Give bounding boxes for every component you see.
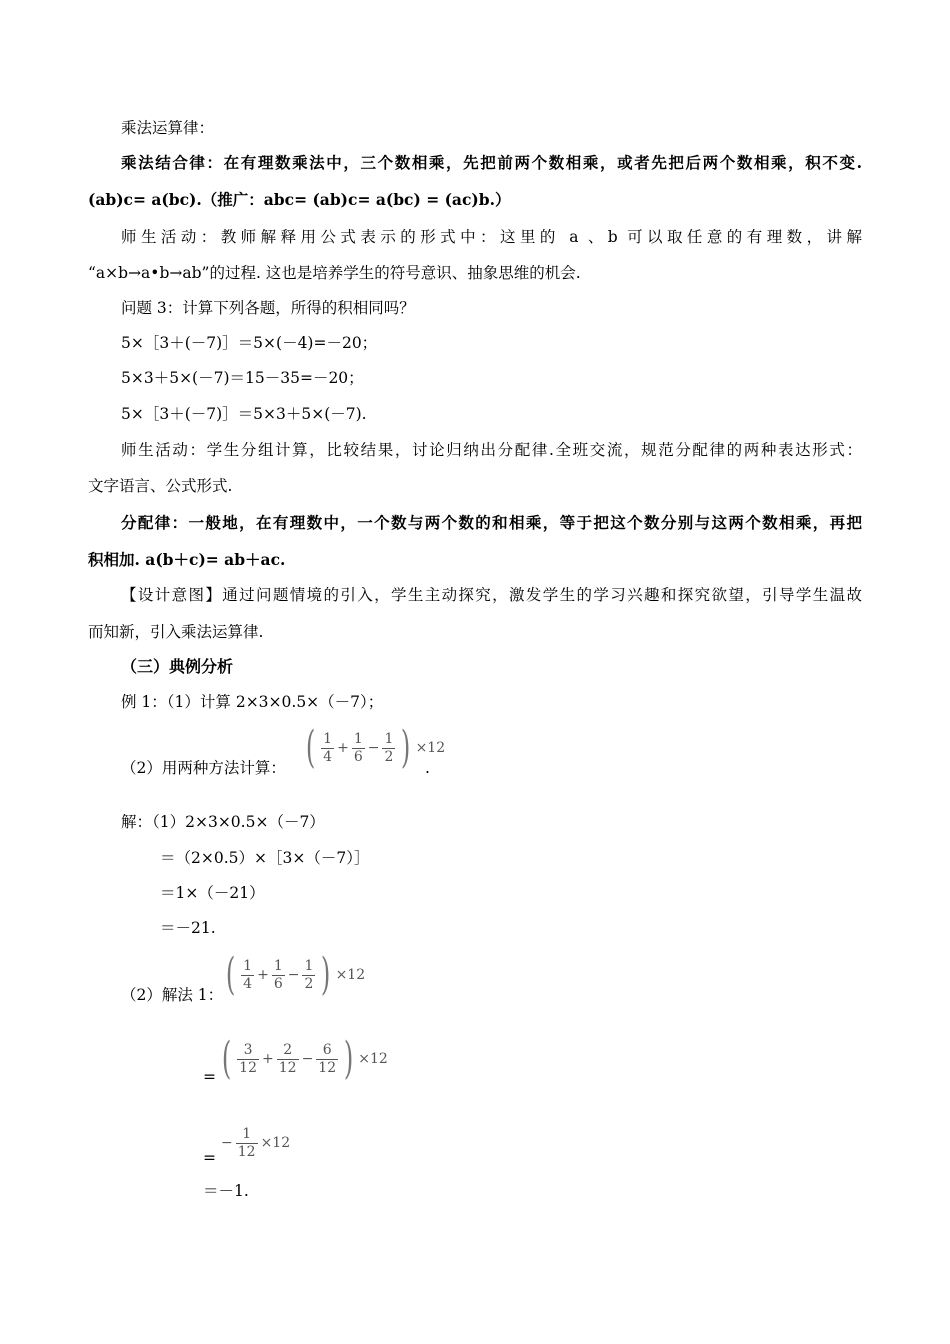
fraction: $\frac{1}{2}$ <box>384 730 394 765</box>
example1-period: . <box>425 759 430 777</box>
section-label-mult-laws: 乘法运算律： <box>121 119 215 137</box>
times-twelve: ×12 <box>358 1051 388 1067</box>
left-paren: ( <box>225 949 236 1000</box>
example1-part2: （2）用两种方法计算： <box>121 759 286 777</box>
solution-line-2: ＝（2×0.5）×［3×（－7）］ <box>160 849 370 867</box>
minus-sign: − <box>301 1051 314 1067</box>
assoc-law-line-2: (ab)c= a(bc).（推广：abc= (ab)c= a(bc) = (ac)b.） <box>88 190 511 209</box>
question3-line-3: 5×［3＋(－7)］＝5×3＋5×(－7). <box>121 405 367 423</box>
equals-sign-1: = <box>203 1068 216 1086</box>
left-paren: ( <box>221 1033 232 1084</box>
minus-sign: − <box>221 1135 233 1151</box>
example1-part1: 例 1：（1）计算 2×3×0.5×（－7）； <box>121 693 384 711</box>
times-twelve: ×12 <box>260 1135 291 1151</box>
activity2-line-1: 师生活动：学生分组计算，比较结果，讨论归纳出分配律.全班交流，规范分配律的两种表达形式： <box>121 441 862 459</box>
times-twelve: ×12 <box>335 967 366 983</box>
plus-sign: + <box>257 967 269 983</box>
design-intent-line-1: 【设计意图】通过问题情境的引入，学生主动探究，激发学生的学习兴趣和探究欲望，引导学生温故 <box>121 586 862 604</box>
question3-line-1: 5×［3＋(－7)］＝5×(－4)=－20； <box>121 334 378 352</box>
question3-title: 问题 3：计算下列各题，所得的积相同吗？ <box>121 299 415 317</box>
minus-sign: − <box>287 967 300 983</box>
activity1-line-1: 师生活动：教师解释用公式表示的形式中：这里的 a 、b 可以取任意的有理数，讲解 <box>121 228 862 246</box>
solution2-formula-1 <box>222 950 366 1000</box>
fraction: $\frac{1}{4}$ <box>323 730 333 765</box>
question3-line-2: 5×3＋5×(－7)＝15－35=－20； <box>121 369 364 387</box>
right-paren: ) <box>343 1033 354 1084</box>
fraction: $\frac{1}{2}$ <box>304 957 314 992</box>
fraction: $\frac{6}{12}$ <box>318 1041 337 1076</box>
solution2-final: ＝－1. <box>203 1182 249 1200</box>
distributive-law-line-1: 分配律：一般地，在有理数中，一个数与两个数的和相乘，等于把这个数分别与这两个数相乘，再把 <box>121 513 862 532</box>
fraction: $\frac{3}{12}$ <box>239 1041 257 1076</box>
right-paren: ) <box>321 949 331 1000</box>
solution-line-3: ＝1×（－21） <box>160 884 265 902</box>
fraction: $\frac{2}{12}$ <box>278 1041 297 1076</box>
solution-line-1: 解：（1）2×3×0.5×（－7） <box>121 813 325 831</box>
solution2-formula-3 <box>220 1120 291 1166</box>
solution2-formula-2 <box>218 1034 389 1084</box>
activity2-line-2: 文字语言、公式形式. <box>88 477 233 495</box>
fraction: $\frac{1}{12}$ <box>237 1125 256 1160</box>
activity1-line-2: “a×b→a•b→ab”的过程. 这也是培养学生的符号意识、抽象思维的机会. <box>88 264 581 282</box>
minus-sign: − <box>367 740 380 756</box>
fraction: $\frac{1}{4}$ <box>243 957 253 992</box>
solution-line-4: ＝－21. <box>160 919 216 937</box>
fraction: $\frac{1}{6}$ <box>273 957 283 992</box>
design-intent-line-2: 而知新，引入乘法运算律. <box>88 623 264 641</box>
equals-sign-2: = <box>203 1149 216 1167</box>
fraction: $\frac{1}{6}$ <box>353 730 363 765</box>
section3-title: （三）典例分析 <box>121 657 234 676</box>
plus-sign: + <box>337 740 349 756</box>
left-paren: ( <box>305 722 316 773</box>
right-paren: ) <box>401 722 411 773</box>
plus-sign: + <box>262 1051 274 1067</box>
times-twelve: ×12 <box>415 740 446 756</box>
solution2-label: （2）解法 1： <box>121 986 224 1004</box>
assoc-law-line-1: 乘法结合律：在有理数乘法中，三个数相乘，先把前两个数相乘，或者先把后两个数相乘，积不变. <box>121 153 862 172</box>
distributive-law-line-2: 积相加. a(b＋c)= ab＋ac. <box>88 550 286 569</box>
